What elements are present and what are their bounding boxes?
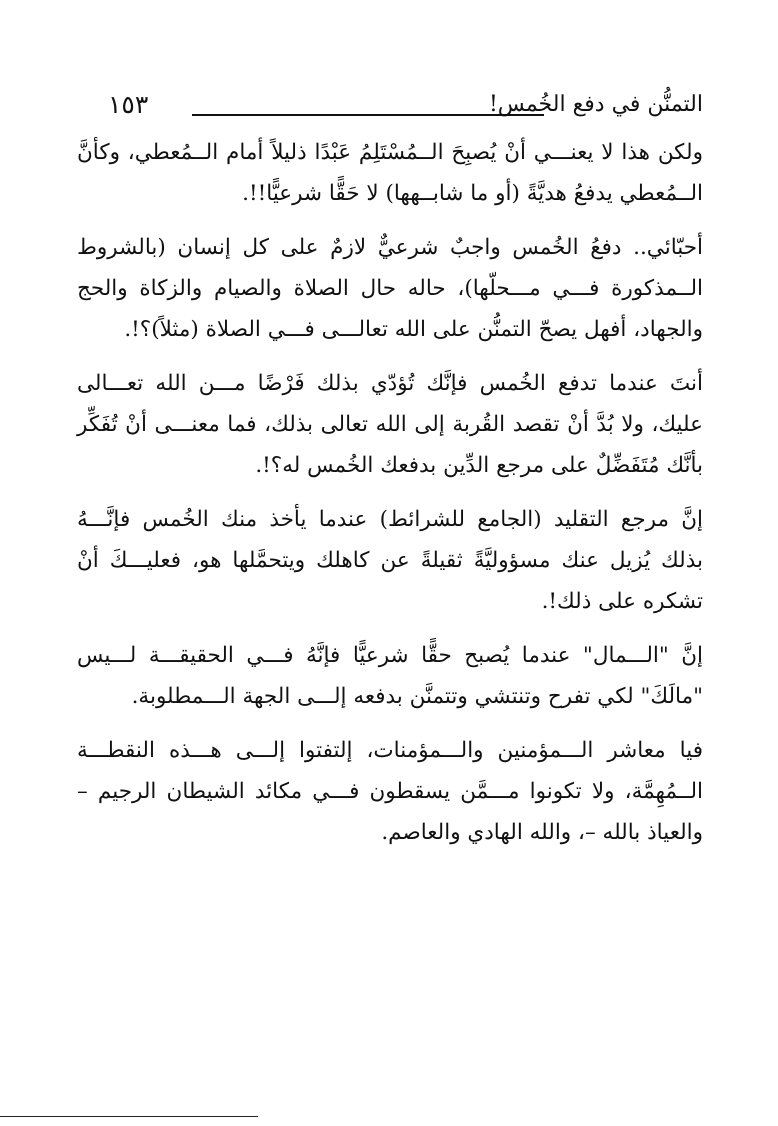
paragraph-6: فيا معاشر الـــمؤمنين والـــمؤمنات، إلتفتوا إلـــى هـــذه النقطـــة الــمُهِمَّة، ولا تكونوا مـــمَّن يسقطون فـــي مكائد الشيطان الرجيم – والعياذ بالله –، والله الهادي والعاصم.	[77, 738, 703, 845]
paragraph-4: إنَّ مرجع التقليد (الجامع للشرائط) عندما يأخذ منك الخُمس فإنَّـــهُ بذلك يُزيل عنك مسؤوليَّةً ثقيلةً عن كاهلك ويتحمَّلها هو، فعليـــكَ أنْ تشكره على ذلك!.	[77, 507, 703, 614]
paragraph-1: ولكن هذا لا يعنـــي أنْ يُصبِحَ الــمُسْتَلِمُ عَبْدًا ذليلاً أمام الــمُعطي، وكأنَّ الــمُعطي يدفعُ هديَّةً (أو ما شابــهها) لا حَقًّا شرعيًّا!!.	[77, 140, 703, 206]
paragraph-3: أنتَ عندما تدفع الخُمس فإنَّك تُؤدّي بذلك فَرْضًا مـــن الله تعـــالى عليك، ولا بُدَّ أنْ تقصد القُربة إلى الله تعالى بذلك، فما معنـــى أنْ تُفَكِّر بأنَّك مُتَفَضِّلٌ على مرجع الدِّين بدفعك الخُمس له؟!.	[77, 371, 703, 478]
page-number: ١٥٣	[108, 90, 149, 119]
footer-rule	[0, 1116, 258, 1117]
page-header	[80, 90, 703, 120]
running-title: التمنُّن في دفع الخُمس!	[488, 92, 703, 117]
paragraph-2: أحبّائي.. دفعُ الخُمس واجبٌ شرعيٌّ لازمٌ على كل إنسان (بالشروط الــمذكورة فـــي مـــحلّها)، حاله حال الصلاة والصيام والزكاة والحج والجهاد، أفهل يصحّ التمنُّن على الله تعالـــى فـــي الصلاة (مثلاً)؟!.	[77, 235, 703, 342]
paragraph-5: إنَّ "الـــمال" عندما يُصبح حقًّا شرعيًّا فإنَّهُ فـــي الحقيقـــة لـــيس "مالَكَ" لكي تفرح وتنتشي وتتمنَّن بدفعه إلـــى الجهة الـــمطلوبة.	[77, 643, 703, 709]
body-text	[77, 132, 703, 866]
